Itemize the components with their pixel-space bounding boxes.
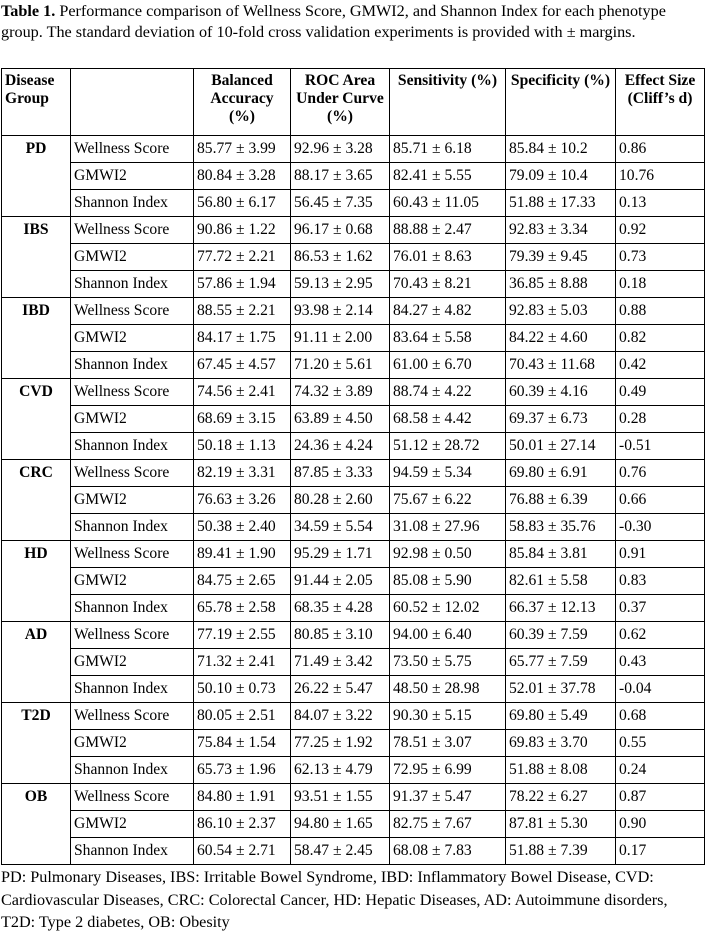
effect-size-cell: 0.92: [616, 217, 705, 244]
method-cell: Shannon Index: [71, 271, 194, 298]
disease-group-cell: CRC: [2, 460, 71, 541]
specificity-cell: 87.81 ± 5.30: [506, 811, 616, 838]
table-row: [2, 676, 705, 703]
roc-auc-cell: 24.36 ± 4.24: [291, 433, 390, 460]
effect-size-cell: 0.82: [616, 325, 705, 352]
method-cell: GMWI2: [71, 244, 194, 271]
effect-size-cell: 0.62: [616, 622, 705, 649]
table-row: [2, 703, 705, 730]
specificity-cell: 69.83 ± 3.70: [506, 730, 616, 757]
table-row: [2, 811, 705, 838]
disease-group-cell: PD: [2, 136, 71, 217]
balanced-accuracy-cell: 67.45 ± 4.57: [194, 352, 291, 379]
roc-auc-cell: 58.47 ± 2.45: [291, 838, 390, 865]
table-row: [2, 406, 705, 433]
sensitivity-cell: 92.98 ± 0.50: [390, 541, 506, 568]
balanced-accuracy-cell: 60.54 ± 2.71: [194, 838, 291, 865]
roc-auc-cell: 74.32 ± 3.89: [291, 379, 390, 406]
roc-auc-cell: 93.51 ± 1.55: [291, 784, 390, 811]
specificity-cell: 76.88 ± 6.39: [506, 487, 616, 514]
method-cell: Shannon Index: [71, 676, 194, 703]
specificity-cell: 51.88 ± 7.39: [506, 838, 616, 865]
balanced-accuracy-cell: 57.86 ± 1.94: [194, 271, 291, 298]
table-row: [2, 541, 705, 568]
effect-size-cell: 0.49: [616, 379, 705, 406]
header-method: [71, 69, 194, 136]
header-disease-group: Disease Group: [2, 69, 71, 136]
table-row: [2, 730, 705, 757]
table-row: [2, 190, 705, 217]
table-body: [2, 136, 705, 865]
method-cell: Wellness Score: [71, 703, 194, 730]
effect-size-cell: 0.37: [616, 595, 705, 622]
effect-size-cell: 0.88: [616, 298, 705, 325]
disease-group-cell: IBS: [2, 217, 71, 298]
method-cell: Wellness Score: [71, 784, 194, 811]
disease-group-cell: AD: [2, 622, 71, 703]
roc-auc-cell: 84.07 ± 3.22: [291, 703, 390, 730]
specificity-cell: 66.37 ± 12.13: [506, 595, 616, 622]
method-cell: Shannon Index: [71, 352, 194, 379]
sensitivity-cell: 78.51 ± 3.07: [390, 730, 506, 757]
method-cell: GMWI2: [71, 487, 194, 514]
specificity-cell: 60.39 ± 4.16: [506, 379, 616, 406]
method-cell: GMWI2: [71, 811, 194, 838]
balanced-accuracy-cell: 89.41 ± 1.90: [194, 541, 291, 568]
table-row: [2, 460, 705, 487]
balanced-accuracy-cell: 85.77 ± 3.99: [194, 136, 291, 163]
effect-size-cell: 0.28: [616, 406, 705, 433]
roc-auc-cell: 95.29 ± 1.71: [291, 541, 390, 568]
specificity-cell: 58.83 ± 35.76: [506, 514, 616, 541]
specificity-cell: 51.88 ± 8.08: [506, 757, 616, 784]
results-table: [1, 68, 705, 865]
sensitivity-cell: 48.50 ± 28.98: [390, 676, 506, 703]
sensitivity-cell: 84.27 ± 4.82: [390, 298, 506, 325]
method-cell: Shannon Index: [71, 757, 194, 784]
sensitivity-cell: 88.88 ± 2.47: [390, 217, 506, 244]
roc-auc-cell: 71.49 ± 3.42: [291, 649, 390, 676]
effect-size-cell: 0.87: [616, 784, 705, 811]
sensitivity-cell: 94.59 ± 5.34: [390, 460, 506, 487]
effect-size-cell: 0.86: [616, 136, 705, 163]
sensitivity-cell: 85.71 ± 6.18: [390, 136, 506, 163]
effect-size-cell: 0.90: [616, 811, 705, 838]
table-row: [2, 136, 705, 163]
balanced-accuracy-cell: 56.80 ± 6.17: [194, 190, 291, 217]
specificity-cell: 92.83 ± 5.03: [506, 298, 616, 325]
specificity-cell: 85.84 ± 3.81: [506, 541, 616, 568]
effect-size-cell: -0.04: [616, 676, 705, 703]
effect-size-cell: 0.43: [616, 649, 705, 676]
table-row: [2, 244, 705, 271]
method-cell: GMWI2: [71, 568, 194, 595]
header-effect-size: Effect Size (Cliff’s d): [616, 69, 705, 136]
effect-size-cell: 0.83: [616, 568, 705, 595]
specificity-cell: 50.01 ± 27.14: [506, 433, 616, 460]
balanced-accuracy-cell: 77.19 ± 2.55: [194, 622, 291, 649]
roc-auc-cell: 80.28 ± 2.60: [291, 487, 390, 514]
method-cell: Wellness Score: [71, 460, 194, 487]
table-row: [2, 757, 705, 784]
roc-auc-cell: 86.53 ± 1.62: [291, 244, 390, 271]
balanced-accuracy-cell: 75.84 ± 1.54: [194, 730, 291, 757]
roc-auc-cell: 93.98 ± 2.14: [291, 298, 390, 325]
table-caption: [1, 1, 701, 43]
specificity-cell: 52.01 ± 37.78: [506, 676, 616, 703]
method-cell: GMWI2: [71, 325, 194, 352]
sensitivity-cell: 83.64 ± 5.58: [390, 325, 506, 352]
table-header: [2, 69, 705, 136]
balanced-accuracy-cell: 74.56 ± 2.41: [194, 379, 291, 406]
effect-size-cell: 0.68: [616, 703, 705, 730]
roc-auc-cell: 92.96 ± 3.28: [291, 136, 390, 163]
effect-size-cell: 0.42: [616, 352, 705, 379]
specificity-cell: 82.61 ± 5.58: [506, 568, 616, 595]
table-row: [2, 379, 705, 406]
sensitivity-cell: 31.08 ± 27.96: [390, 514, 506, 541]
effect-size-cell: 0.17: [616, 838, 705, 865]
roc-auc-cell: 63.89 ± 4.50: [291, 406, 390, 433]
table-row: [2, 352, 705, 379]
balanced-accuracy-cell: 82.19 ± 3.31: [194, 460, 291, 487]
disease-group-cell: T2D: [2, 703, 71, 784]
balanced-accuracy-cell: 84.75 ± 2.65: [194, 568, 291, 595]
roc-auc-cell: 62.13 ± 4.79: [291, 757, 390, 784]
balanced-accuracy-cell: 50.18 ± 1.13: [194, 433, 291, 460]
specificity-cell: 92.83 ± 3.34: [506, 217, 616, 244]
roc-auc-cell: 26.22 ± 5.47: [291, 676, 390, 703]
sensitivity-cell: 90.30 ± 5.15: [390, 703, 506, 730]
table-row: [2, 325, 705, 352]
sensitivity-cell: 60.43 ± 11.05: [390, 190, 506, 217]
table-row: [2, 514, 705, 541]
sensitivity-cell: 68.58 ± 4.42: [390, 406, 506, 433]
effect-size-cell: 0.55: [616, 730, 705, 757]
sensitivity-cell: 76.01 ± 8.63: [390, 244, 506, 271]
specificity-cell: 78.22 ± 6.27: [506, 784, 616, 811]
specificity-cell: 79.39 ± 9.45: [506, 244, 616, 271]
effect-size-cell: -0.30: [616, 514, 705, 541]
roc-auc-cell: 94.80 ± 1.65: [291, 811, 390, 838]
roc-auc-cell: 34.59 ± 5.54: [291, 514, 390, 541]
effect-size-cell: 0.73: [616, 244, 705, 271]
method-cell: GMWI2: [71, 730, 194, 757]
sensitivity-cell: 91.37 ± 5.47: [390, 784, 506, 811]
table-row: [2, 784, 705, 811]
specificity-cell: 69.37 ± 6.73: [506, 406, 616, 433]
balanced-accuracy-cell: 88.55 ± 2.21: [194, 298, 291, 325]
balanced-accuracy-cell: 84.17 ± 1.75: [194, 325, 291, 352]
header-roc-auc: ROC Area Under Curve (%): [291, 69, 390, 136]
effect-size-cell: 10.76: [616, 163, 705, 190]
roc-auc-cell: 80.85 ± 3.10: [291, 622, 390, 649]
method-cell: Wellness Score: [71, 217, 194, 244]
method-cell: GMWI2: [71, 406, 194, 433]
table-row: [2, 622, 705, 649]
method-cell: Wellness Score: [71, 622, 194, 649]
table-row: [2, 217, 705, 244]
disease-group-cell: IBD: [2, 298, 71, 379]
sensitivity-cell: 94.00 ± 6.40: [390, 622, 506, 649]
specificity-cell: 60.39 ± 7.59: [506, 622, 616, 649]
specificity-cell: 79.09 ± 10.4: [506, 163, 616, 190]
sensitivity-cell: 73.50 ± 5.75: [390, 649, 506, 676]
effect-size-cell: 0.66: [616, 487, 705, 514]
method-cell: Shannon Index: [71, 595, 194, 622]
effect-size-cell: 0.13: [616, 190, 705, 217]
balanced-accuracy-cell: 50.10 ± 0.73: [194, 676, 291, 703]
roc-auc-cell: 96.17 ± 0.68: [291, 217, 390, 244]
balanced-accuracy-cell: 77.72 ± 2.21: [194, 244, 291, 271]
method-cell: Shannon Index: [71, 838, 194, 865]
sensitivity-cell: 82.75 ± 7.67: [390, 811, 506, 838]
balanced-accuracy-cell: 84.80 ± 1.91: [194, 784, 291, 811]
table-row: [2, 568, 705, 595]
balanced-accuracy-cell: 90.86 ± 1.22: [194, 217, 291, 244]
sensitivity-cell: 88.74 ± 4.22: [390, 379, 506, 406]
table-row: [2, 649, 705, 676]
balanced-accuracy-cell: 80.84 ± 3.28: [194, 163, 291, 190]
specificity-cell: 65.77 ± 7.59: [506, 649, 616, 676]
roc-auc-cell: 71.20 ± 5.61: [291, 352, 390, 379]
sensitivity-cell: 75.67 ± 6.22: [390, 487, 506, 514]
specificity-cell: 85.84 ± 10.2: [506, 136, 616, 163]
specificity-cell: 69.80 ± 6.91: [506, 460, 616, 487]
effect-size-cell: 0.76: [616, 460, 705, 487]
effect-size-cell: 0.91: [616, 541, 705, 568]
sensitivity-cell: 60.52 ± 12.02: [390, 595, 506, 622]
specificity-cell: 69.80 ± 5.49: [506, 703, 616, 730]
method-cell: Wellness Score: [71, 298, 194, 325]
method-cell: Wellness Score: [71, 541, 194, 568]
roc-auc-cell: 56.45 ± 7.35: [291, 190, 390, 217]
sensitivity-cell: 72.95 ± 6.99: [390, 757, 506, 784]
disease-group-cell: OB: [2, 784, 71, 865]
header-balanced-accuracy: Balanced Accuracy (%): [194, 69, 291, 136]
sensitivity-cell: 68.08 ± 7.83: [390, 838, 506, 865]
effect-size-cell: -0.51: [616, 433, 705, 460]
sensitivity-cell: 70.43 ± 8.21: [390, 271, 506, 298]
specificity-cell: 51.88 ± 17.33: [506, 190, 616, 217]
table-caption-label: Table 1.: [1, 2, 56, 20]
table-row: [2, 487, 705, 514]
balanced-accuracy-cell: 68.69 ± 3.15: [194, 406, 291, 433]
sensitivity-cell: 85.08 ± 5.90: [390, 568, 506, 595]
sensitivity-cell: 51.12 ± 28.72: [390, 433, 506, 460]
method-cell: GMWI2: [71, 163, 194, 190]
header-row: [2, 69, 705, 136]
method-cell: Shannon Index: [71, 514, 194, 541]
specificity-cell: 36.85 ± 8.88: [506, 271, 616, 298]
table-row: [2, 298, 705, 325]
roc-auc-cell: 77.25 ± 1.92: [291, 730, 390, 757]
method-cell: Shannon Index: [71, 190, 194, 217]
table-row: [2, 271, 705, 298]
disease-group-cell: HD: [2, 541, 71, 622]
balanced-accuracy-cell: 86.10 ± 2.37: [194, 811, 291, 838]
balanced-accuracy-cell: 80.05 ± 2.51: [194, 703, 291, 730]
effect-size-cell: 0.18: [616, 271, 705, 298]
balanced-accuracy-cell: 71.32 ± 2.41: [194, 649, 291, 676]
roc-auc-cell: 88.17 ± 3.65: [291, 163, 390, 190]
roc-auc-cell: 91.11 ± 2.00: [291, 325, 390, 352]
table-footnote: PD: Pulmonary Diseases, IBS: Irritable Bowel Syndrome, IBD: Inflammatory Bowel Disease, CVD: Cardiovascular Diseases, CRC: Colorectal Cancer, HD: Hepatic Diseases, AD: Autoimmune disorders, T2D: Type 2 diabetes, OB: Obesity: [1, 868, 668, 931]
sensitivity-cell: 82.41 ± 5.55: [390, 163, 506, 190]
balanced-accuracy-cell: 65.73 ± 1.96: [194, 757, 291, 784]
balanced-accuracy-cell: 50.38 ± 2.40: [194, 514, 291, 541]
specificity-cell: 70.43 ± 11.68: [506, 352, 616, 379]
roc-auc-cell: 87.85 ± 3.33: [291, 460, 390, 487]
disease-group-cell: CVD: [2, 379, 71, 460]
method-cell: GMWI2: [71, 649, 194, 676]
roc-auc-cell: 68.35 ± 4.28: [291, 595, 390, 622]
roc-auc-cell: 59.13 ± 2.95: [291, 271, 390, 298]
balanced-accuracy-cell: 65.78 ± 2.58: [194, 595, 291, 622]
header-specificity: Specificity (%): [506, 69, 616, 136]
method-cell: Wellness Score: [71, 379, 194, 406]
table-row: [2, 838, 705, 865]
method-cell: Wellness Score: [71, 136, 194, 163]
header-sensitivity: Sensitivity (%): [390, 69, 506, 136]
effect-size-cell: 0.24: [616, 757, 705, 784]
table-row: [2, 595, 705, 622]
specificity-cell: 84.22 ± 4.60: [506, 325, 616, 352]
method-cell: Shannon Index: [71, 433, 194, 460]
roc-auc-cell: 91.44 ± 2.05: [291, 568, 390, 595]
table-caption-text: Performance comparison of Wellness Score, GMWI2, and Shannon Index for each phenotype group. The standard deviation of 10-fold cross validation experiments is provided with ± margins.: [1, 2, 666, 41]
table-row: [2, 163, 705, 190]
balanced-accuracy-cell: 76.63 ± 3.26: [194, 487, 291, 514]
sensitivity-cell: 61.00 ± 6.70: [390, 352, 506, 379]
table-row: [2, 433, 705, 460]
